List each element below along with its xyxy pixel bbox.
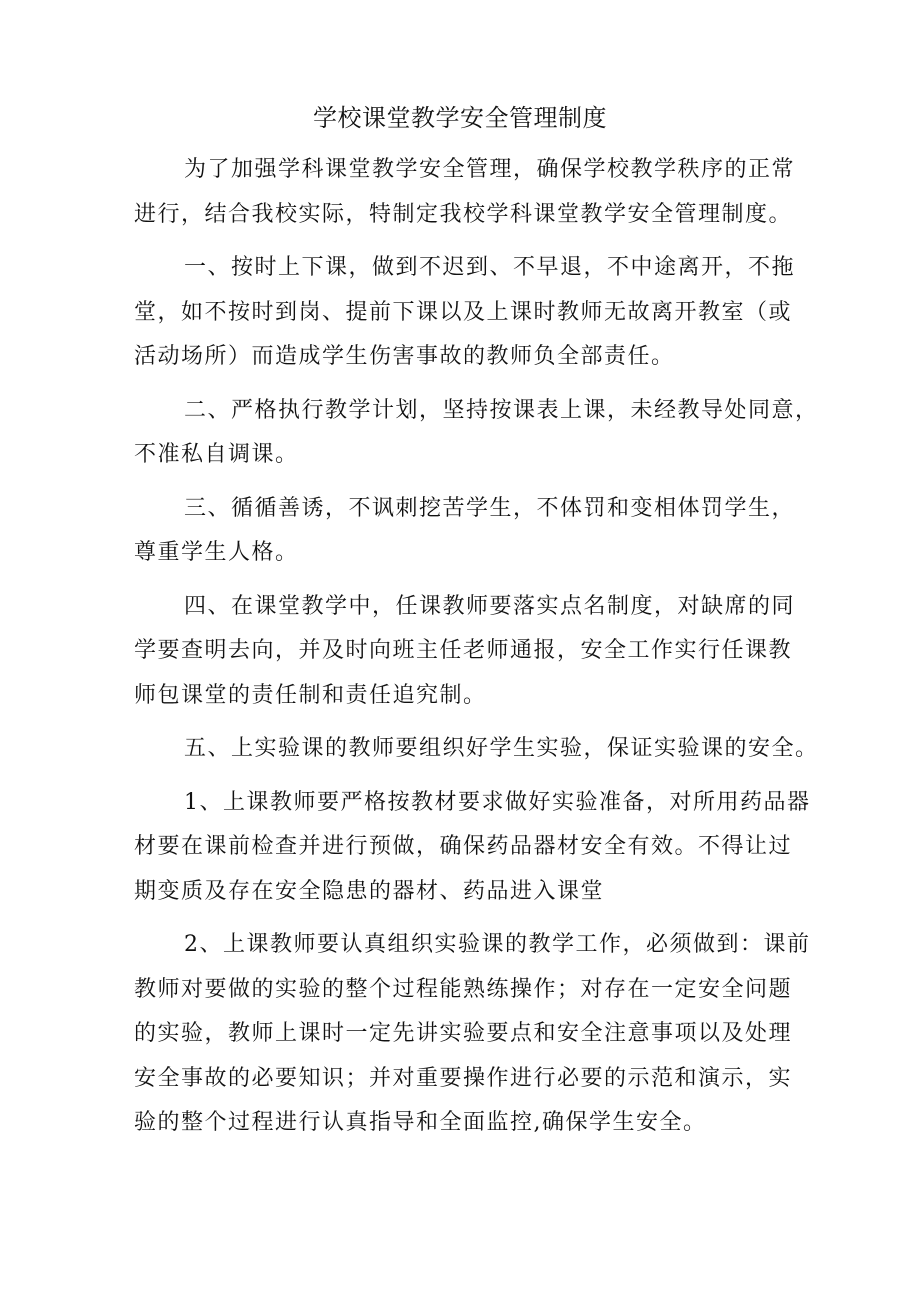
paragraph-line: 教师对要做的实验的整个过程能熟练操作；对存在一定安全问题: [134, 976, 793, 1002]
paragraph-line: 活动场所）而造成学生伤害事故的教师负全部责任。: [134, 344, 675, 369]
paragraph-line: 为了加强学科课堂教学安全管理，确保学校教学秩序的正常: [184, 157, 796, 182]
paragraph-rule-3: [134, 487, 802, 576]
paragraph-line: 堂，如不按时到岗、提前下课以及上课时教师无故离开教室（或: [134, 299, 793, 325]
paragraph-line: 2、上课教师要认真组织实验课的教学工作，必须做到：课前: [184, 932, 811, 957]
paragraph-line: 师包课堂的责任制和责任追究制。: [134, 682, 487, 708]
paragraph-line: 五、上实验课的教师要组织好学生实验，保证实验课的安全。: [184, 736, 819, 761]
paragraph-line: 三、循循善诱，不讽刺挖苦学生，不体罚和变相体罚学生，: [184, 495, 796, 521]
paragraph-intro: [134, 148, 802, 237]
paragraph-line: 安全事故的必要知识；并对重要操作进行必要的示范和演示，实: [134, 1065, 793, 1091]
paragraph-line: 一、按时上下课，做到不迟到、不早退，不中途离开，不拖: [184, 255, 796, 280]
document-body: [134, 148, 819, 1155]
paragraph-rule-5: [134, 727, 819, 772]
paragraph-rule-2: [134, 389, 819, 478]
paragraph-rule-4: [134, 585, 802, 719]
paragraph-line: 二、严格执行教学计划，坚持按课表上课，未经教导处同意，: [184, 397, 819, 423]
paragraph-line: 验的整个过程进行认真指导和全面监控,确保学生安全。: [134, 1110, 707, 1135]
paragraph-line: 的实验，教师上课时一定先讲实验要点和安全注意事项以及处理: [134, 1021, 793, 1046]
paragraph-line: 1、上课教师要严格按教材要求做好实验准备，对所用药品器: [184, 789, 811, 815]
document-title: 学校课堂教学安全管理制度: [313, 104, 607, 132]
paragraph-line: 尊重学生人格。: [134, 540, 299, 565]
paragraph-line: 期变质及存在安全隐患的器材、药品进入课堂: [134, 878, 605, 904]
paragraph-line: 学要查明去向，并及时向班主任老师通报，安全工作实行任课教: [134, 638, 793, 663]
paragraph-subrule-1: [134, 781, 811, 915]
paragraph-line: 进行，结合我校实际，特制定我校学科课堂教学安全管理制度。: [134, 201, 793, 227]
paragraph-line: 材要在课前检查并进行预做，确保药品器材安全有效。不得让过: [134, 834, 793, 859]
paragraph-rule-1: [134, 246, 802, 380]
paragraph-line: 不准私自调课。: [134, 442, 299, 467]
paragraph-subrule-2: [134, 923, 811, 1146]
paragraph-line: 四、在课堂教学中，任课教师要落实点名制度，对缺席的同: [184, 593, 796, 619]
